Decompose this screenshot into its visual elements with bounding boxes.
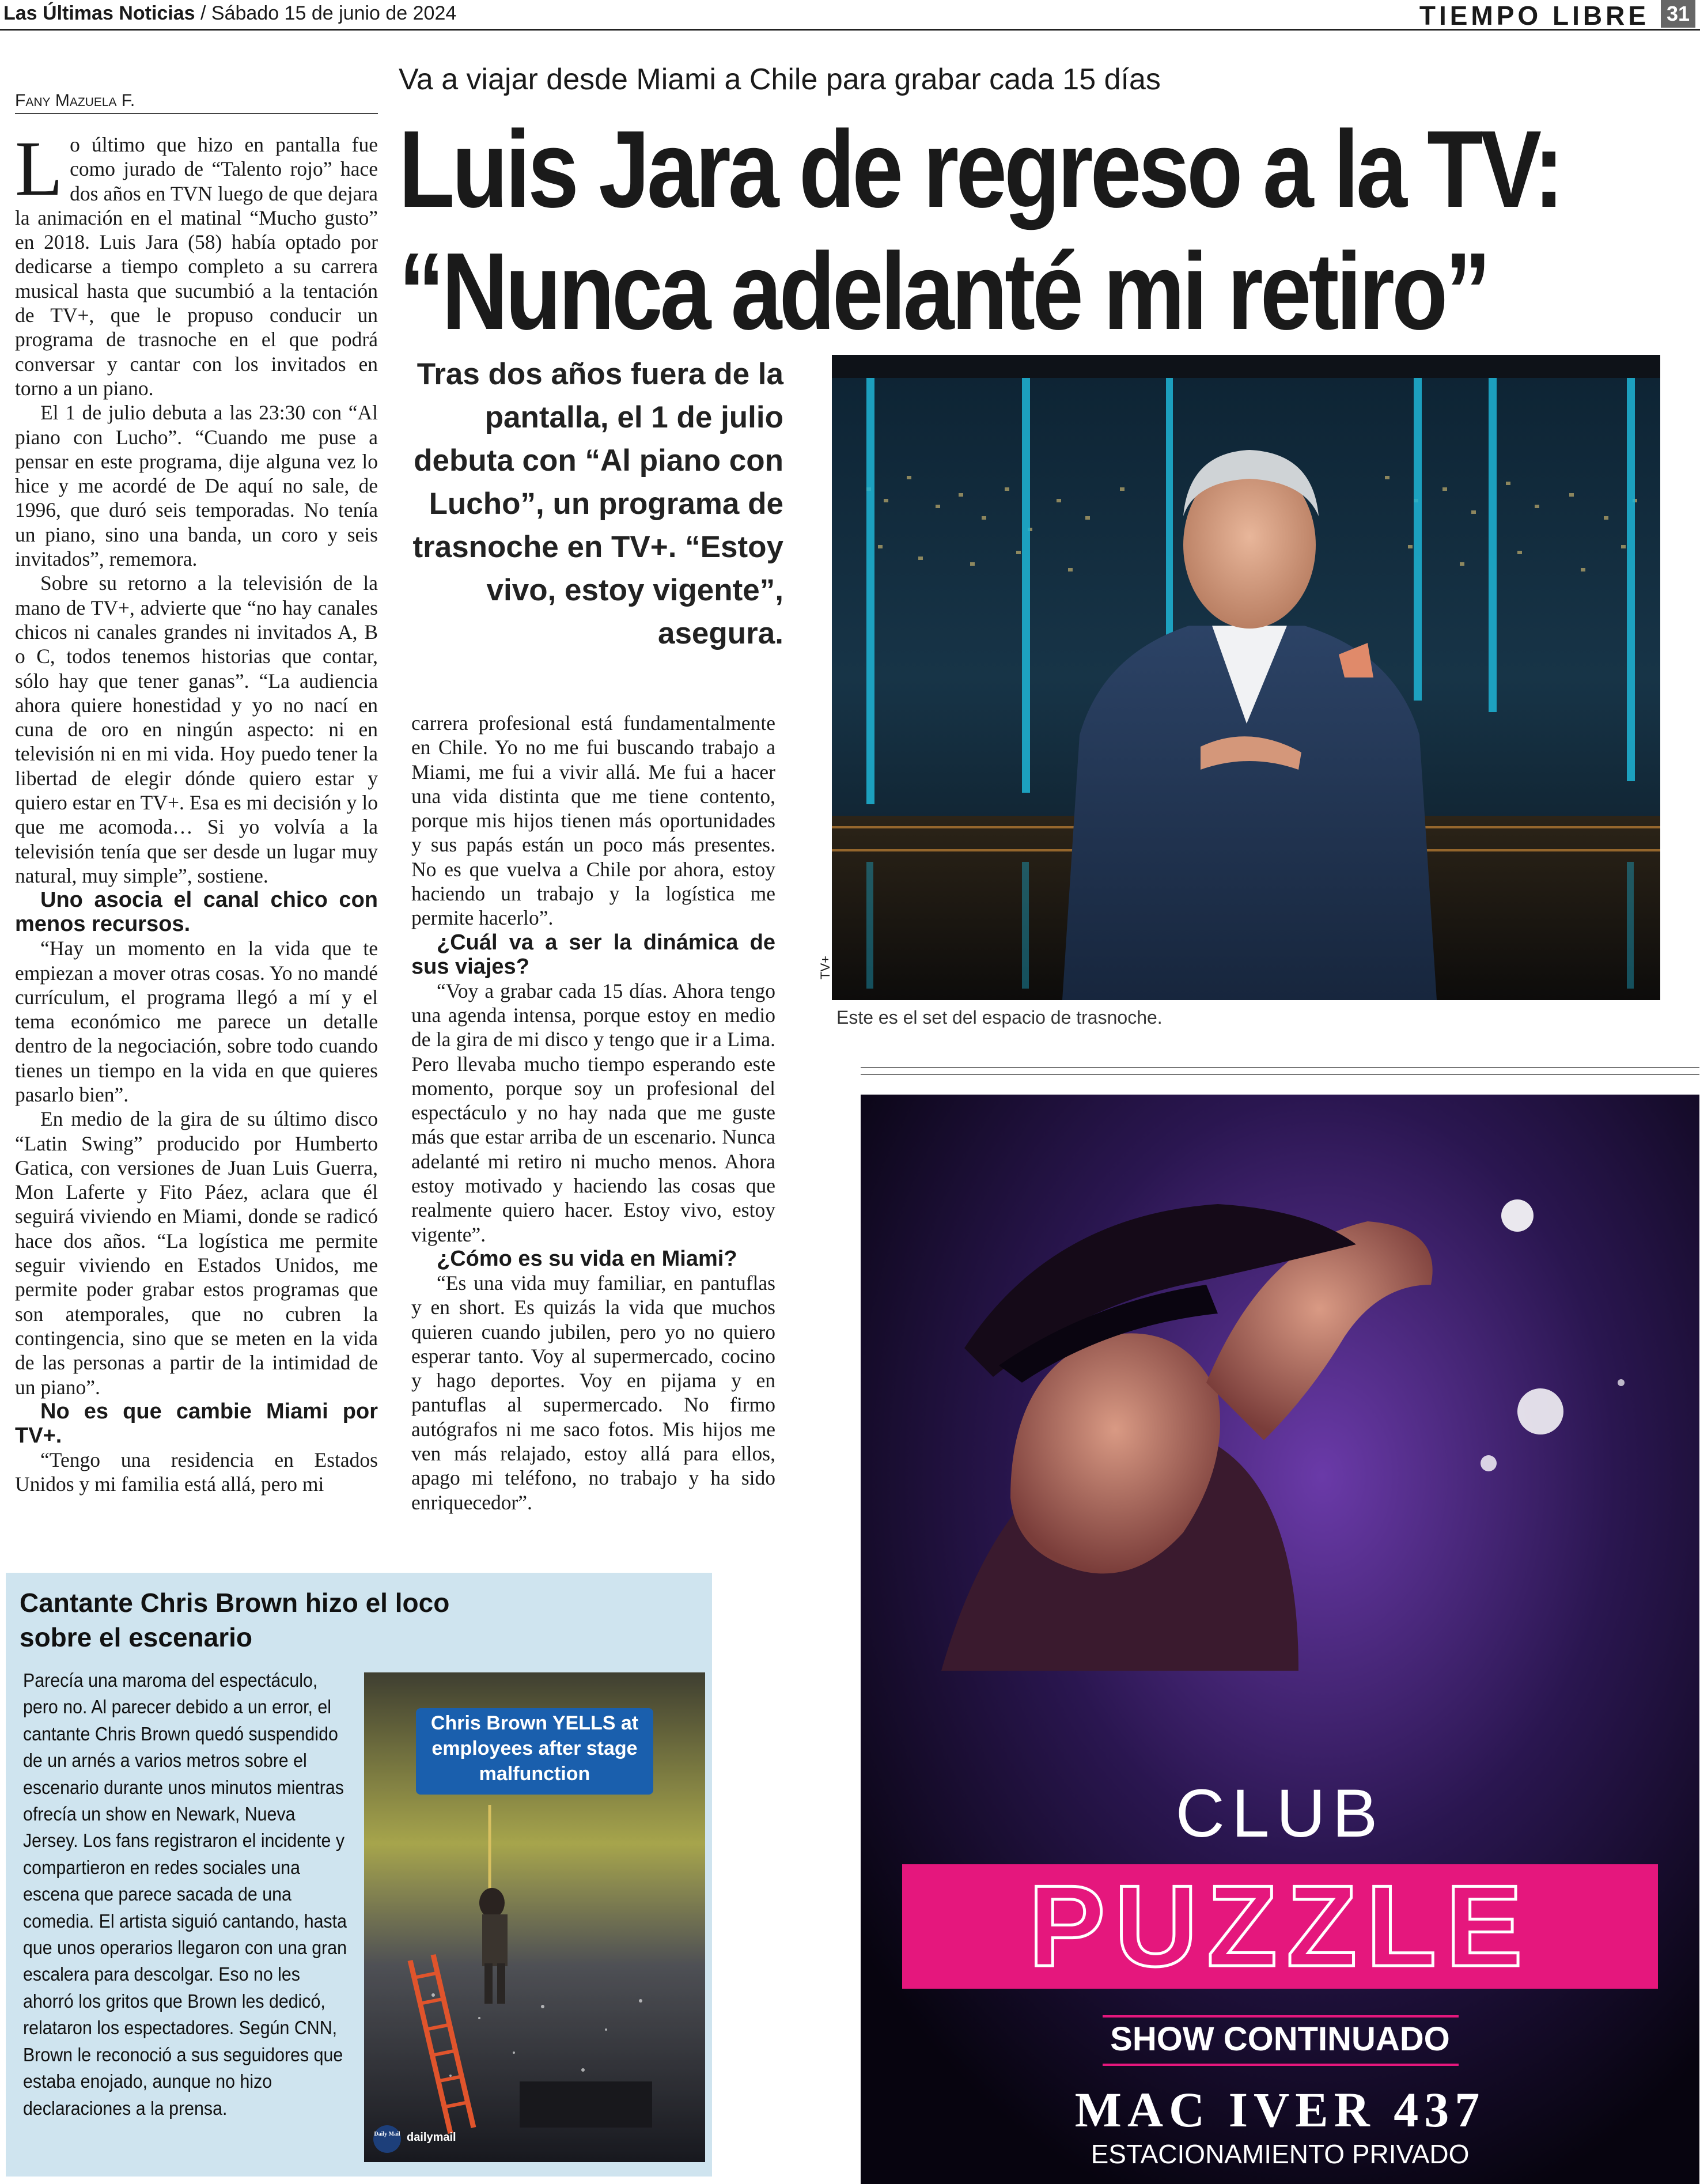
club-puzzle-ad: [861, 1095, 1699, 2184]
drop-cap: L: [15, 126, 63, 212]
body-paragraph: [15, 126, 378, 400]
interview-question: ¿Cuál va a ser la dinámica de sus viajes?: [411, 930, 775, 979]
page-number: 31: [1661, 0, 1695, 28]
ad-club-name: PUZZLE: [1028, 1864, 1532, 1989]
interview-question: Uno asocia el canal chico con menos recursos.: [15, 888, 378, 937]
masthead: [0, 0, 1700, 31]
byline: Fany Mazuela F.: [15, 91, 378, 114]
interview-question: ¿Cómo es su vida en Miami?: [437, 1246, 737, 1271]
body-paragraph: carrera profesional está fundamentalmente en Chile. Yo no me fui buscando trabajo a Miami, me fui a vivir allá. Me fui a hacer una vida distinta que me tiene contento, porque mis hijos tienen más oportunidades y sus papás están un poco más presentes. No es que vuelva a Chile por ahora, estoy haciendo un trabajo y la logística me permite hacerlo”.: [411, 711, 775, 930]
ad-artwork: [861, 1095, 1699, 2184]
body-paragraph: “Voy a grabar cada 15 días. Ahora tengo una agenda intensa, porque estoy en medio de la gira de mi disco y tengo que ir a Lima. Pero llevaba mucho tiempo esperando este momento, porque soy un profesional del espectáculo y no hay nada que me guste más que estar arriba de un escenario. Nunca adelanté mi retiro ni mucho menos. Ahora estoy motivado y haciendo las cosas que realmente quiero hacer. Estoy vivo, estoy vigente”.: [411, 979, 775, 1246]
section-name: TIEMPO LIBRE: [1419, 1, 1649, 31]
dailymail-account: dailymail: [407, 2131, 456, 2144]
sidebar-image: [364, 1672, 705, 2162]
body-paragraph: Sobre su retorno a la televisión de la mano de TV+, advierte que “no hay canales chicos ni canales grandes ni invitados A, B o C, todos tenemos historias que contar, sólo hay que tener ganas”. “La audiencia ahora quiere honestidad y yo no nací en cuna de oro en ningún aspecto: ni en televisión ni en mi vida. Hoy puedo tener la libertad de elegir dónde quiero estar y quiero estar en TV+. Esa es mi decisión y lo que me acomoda… Si yo volvía a la televisión tenía que ser desde un lugar muy natural, muy simple”, sostiene.: [15, 571, 378, 887]
article-photo: [832, 355, 1660, 1000]
photo-caption: Este es el set del espacio de trasnoche.: [836, 1007, 1163, 1028]
article-column-2: [411, 711, 775, 1515]
sidebar-text: Parecía una maroma del espectáculo, pero no. Al parecer debido a un error, el cantante Chris Brown quedó suspendido de un arnés a varios metros sobre el escenario durante unos minutos mientras ofrecía un show en Newark, Nueva Jersey. Los fans registraron el incidente y compartieron en redes sociales una escena que parece sacada de una comedia. El artista siguió cantando, hasta que unos operarios llegaron con una gran escalera para descolgar. Eso no les ahorró los gritos que Brown les dedicó, relataron los espectadores. Según CNN, Brown le reconoció a sus seguidores que estaba enojado, aunque no hizo declaraciones a la prensa.: [23, 1670, 347, 2119]
dailymail-logo-text: Daily Mail: [374, 2131, 400, 2137]
article-column-1: [15, 126, 378, 1496]
ad-tagline: SHOW CONTINUADO: [1110, 2020, 1450, 2058]
headline-line-2: “Nunca adelanté mi retiro”: [399, 230, 1489, 353]
photo-credit: TV+: [818, 956, 832, 979]
paper-name: Las Últimas Noticias: [3, 2, 195, 24]
interview-question: No es que cambie Miami por TV+.: [15, 1399, 378, 1448]
masthead-dateline: [3, 2, 456, 25]
ad-club-label: CLUB: [1175, 1776, 1385, 1852]
headline-line-1: Luis Jara de regreso a la TV:: [399, 108, 1562, 230]
body-paragraph: “Tengo una residencia en Estados Unidos y mi familia está allá, pero mi: [15, 1448, 378, 1496]
video-headline: Chris Brown YELLS at employees after stage malfunction: [430, 1712, 639, 1785]
body-paragraph: “Es una vida muy familiar, en pantuflas y en short. Es quizás la vida que muchos quieren cuando jubilen, pero yo no quiero esperar tanto. Voy al supermercado, cocino y hago deportes. Voy en pijama y en pantuflas al supermercado. No firmo autógrafos ni me saco fotos. Mis hijos me ven más relajado, estoy allá para ellos, apago mi teléfono, no trabajo y ha sido enriquecedor”.: [411, 1271, 775, 1514]
body-paragraph: En medio de la gira de su último disco “Latin Swing” producido por Humberto Gatica, con versiones de Juan Luis Guerra, Mon Laferte y Fito Páez, aclara que él seguirá viviendo en Miami, donde se radicó hace dos años. “La logística me permite seguir viviendo en Estados Unidos, me permite poder grabar estos programas que son atemporales, que no cubren la contingencia, sino que se meten en la vida de las personas a partir de la intimidad de un piano”.: [15, 1107, 378, 1399]
issue-date: / Sábado 15 de junio de 2024: [195, 2, 457, 24]
kicker: Va a viajar desde Miami a Chile para grabar cada 15 días: [399, 63, 1161, 96]
body-paragraph: “Hay un momento en la vida que te empiezan a mover otras cosas. Yo no mandé currículum, el programa llegó a mí y el tema económico me parece un detalle dentro de la negociación, sobre todo cuando tienes un tiempo en la vida en que quieres pasarlo bien”.: [15, 937, 378, 1106]
section-divider: [861, 1067, 1699, 1075]
deck: Tras dos años fuera de la pantalla, el 1 de julio debuta con “Al piano con Lucho”, un programa de trasnoche en TV+. “Estoy vivo, estoy vigente”, asegura.: [412, 357, 783, 650]
tv-set-host-photo: [832, 355, 1660, 1000]
concert-screenshot: [364, 1672, 705, 2162]
headline: [399, 108, 1562, 353]
sidebar-title: Cantante Chris Brown hizo el loco sobre el escenario: [20, 1588, 450, 1652]
ad-parking: ESTACIONAMIENTO PRIVADO: [1091, 2139, 1470, 2169]
ad-address: MAC IVER 437: [1074, 2082, 1486, 2137]
body-paragraph: El 1 de julio debuta a las 23:30 con “Al piano con Lucho”. “Cuando me puse a pensar en este programa, dije alguna vez lo hice y me acordé de De aquí no sale, de 1996, que duró seis temporadas. No tenía un piano, sino una banda, un coro y seis invitados”, rememora.: [15, 401, 378, 571]
body-paragraph-text: o último que hizo en pantalla fue como jurado de “Talento rojo” hace dos años en TVN luego de que dejara la animación en el matinal “Mucho gusto” en 2018. Luis Jara (58) había optado por dedicarse a tiempo completo a su carrera musical hasta que sucumbió a la tentación de TV+, que le propuso conducir un programa de trasnoche en el que podrá conversar y cantar con los invitados en torno a un piano.: [15, 133, 378, 400]
